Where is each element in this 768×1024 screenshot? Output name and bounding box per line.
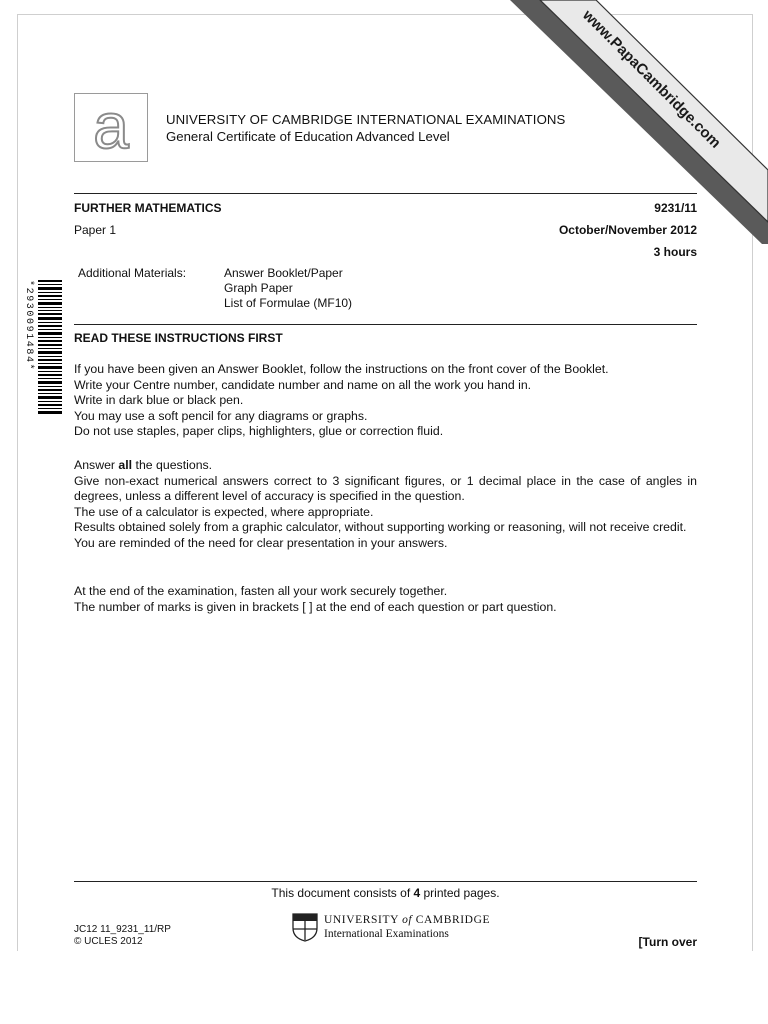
copyright: © UCLES 2012 [74, 936, 143, 947]
watermark-text: www.PapaCambridge.com [579, 6, 725, 152]
syllabus-code: 9231/11 [654, 201, 697, 215]
cambridge-brand: UNIVERSITY of CAMBRIDGE International Examinations [324, 914, 491, 940]
page-count: This document consists of 4 printed pages. [271, 886, 500, 900]
qualification-name: General Certificate of Education Advanced Level [166, 129, 450, 144]
turn-over: [Turn over [638, 935, 697, 949]
cie-logo [74, 93, 148, 162]
paper-number: Paper 1 [74, 223, 117, 237]
materials-list [224, 266, 352, 311]
institution-name: UNIVERSITY OF CAMBRIDGE INTERNATIONAL EXAMINATIONS [166, 112, 566, 127]
material-item: List of Formulae (MF10) [224, 296, 353, 310]
instruction-line: You are reminded of the need for clear presentation in your answers. [74, 535, 448, 550]
instruction-line: You may use a soft pencil for any diagrams or graphs. [74, 408, 368, 423]
instruction-line: Do not use staples, paper clips, highlighters, glue or correction fluid. [74, 424, 444, 439]
watermark-ribbon [500, 0, 768, 250]
instructions-block-1 [74, 362, 697, 440]
material-item: Graph Paper [224, 281, 293, 295]
instruction-line: Give non-exact numerical answers correct to 3 significant figures, or 1 decimal place in the case of angles in degrees, unless a different level of accuracy is specified in the question. [74, 473, 697, 504]
header-rule [74, 193, 697, 194]
exam-duration: 3 hours [653, 245, 697, 259]
materials-rule [74, 324, 697, 325]
instructions-block-2 [74, 458, 697, 552]
exam-session: October/November 2012 [558, 223, 697, 237]
university-crest-icon [291, 912, 319, 942]
answer-all-line: Answer all the questions. [74, 458, 213, 472]
brand-subtitle: International Examinations [324, 928, 449, 940]
subject-title: FURTHER MATHEMATICS [74, 201, 222, 215]
instruction-line: If you have been given an Answer Booklet, follow the instructions on the front cover of the Booklet. [74, 362, 609, 376]
logo-letter: a [93, 94, 129, 160]
instruction-line: The use of a calculator is expected, where appropriate. [74, 504, 374, 519]
instruction-line: Results obtained solely from a graphic calculator, without supporting working or reasoning, will not receive credit. [74, 520, 687, 535]
instructions-heading: READ THESE INSTRUCTIONS FIRST [74, 331, 283, 345]
barcode-number: *2930091484* [23, 280, 34, 372]
instruction-line: Write in dark blue or black pen. [74, 393, 244, 408]
instruction-line: Write your Centre number, candidate number and name on all the work you hand in. [74, 377, 532, 392]
reference-code: JC12 11_9231_11/RP [74, 924, 171, 935]
barcode-icon [38, 280, 62, 414]
material-item: Answer Booklet/Paper [224, 266, 343, 280]
page-bottom-margin [0, 951, 768, 1024]
letter-a-logo-icon [75, 94, 147, 160]
footer-reference [74, 924, 171, 948]
instruction-line: The number of marks is given in brackets [ ] at the end of each question or part question. [74, 599, 557, 614]
footer-rule [74, 881, 697, 882]
instructions-block-3 [74, 584, 697, 615]
instruction-line: At the end of the examination, fasten all your work securely together. [74, 584, 448, 598]
materials-label: Additional Materials: [78, 266, 187, 280]
